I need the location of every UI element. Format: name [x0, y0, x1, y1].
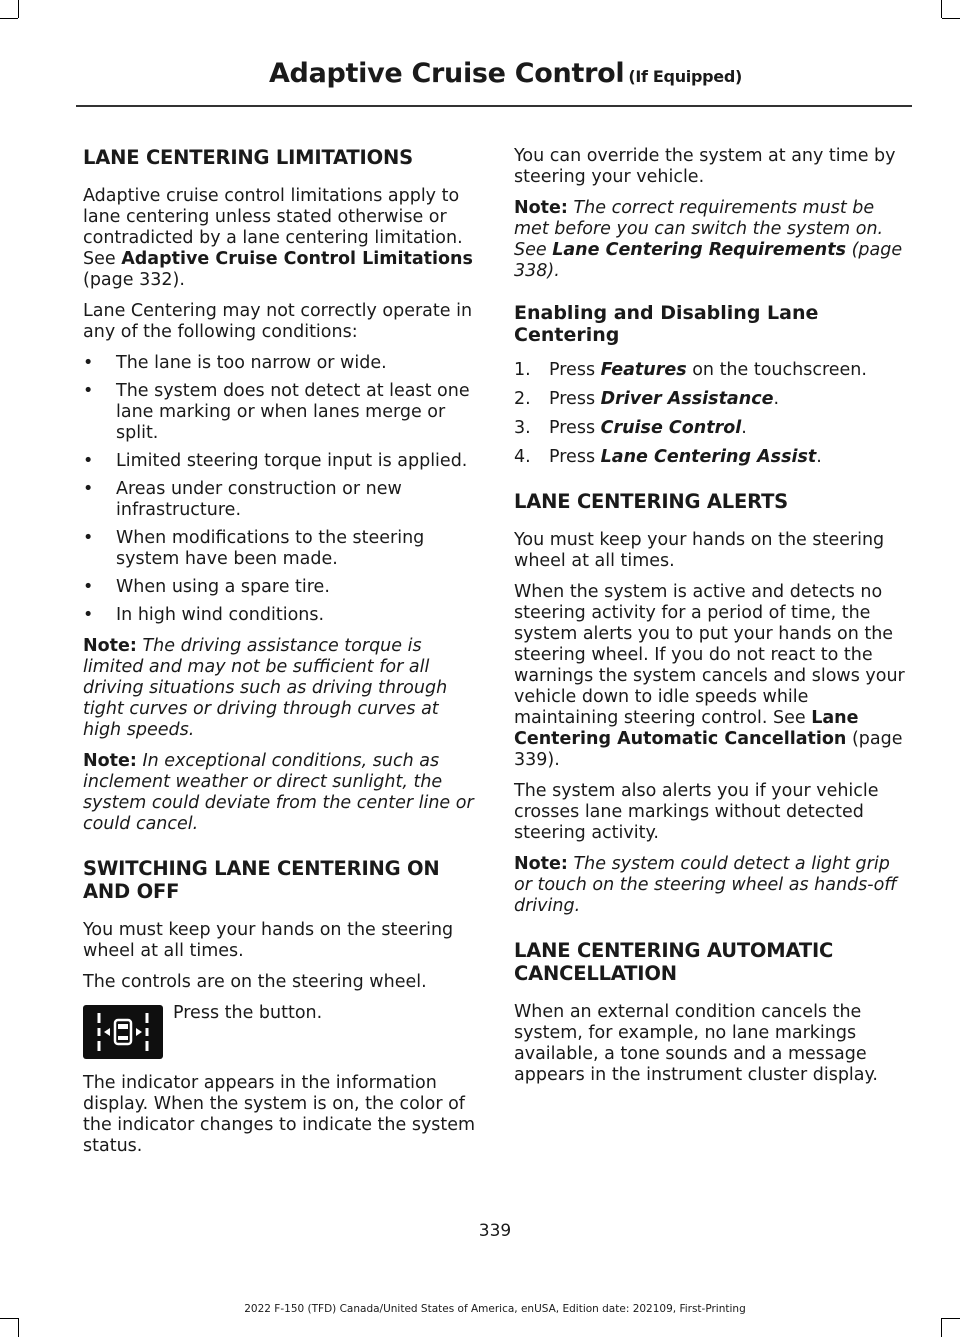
lane-centering-icon [83, 1005, 163, 1059]
heading-alerts: LANE CENTERING ALERTS [514, 490, 789, 513]
note-grip [514, 854, 910, 917]
page-number: 339 [478, 1221, 512, 1241]
list-item [514, 389, 910, 410]
list-item: • Areas under construction or new infrastructure. [83, 479, 479, 521]
hands-text: You must keep your hands on the steering wheel at all times. [83, 920, 454, 961]
heading-cancellation: LANE CENTERING AUTOMATIC CANCELLATION [514, 939, 834, 985]
note-text: The system could detect a light grip or touch on the steering wheel as hands-off driving. [514, 854, 897, 916]
controls-text: The controls are on the steering wheel. [83, 972, 427, 992]
menu-key: Lane Centering Assist [600, 447, 817, 467]
list-item: • When using a spare tire. [83, 577, 479, 598]
step-text: on the touchscreen. [686, 360, 867, 380]
heading-limitations: LANE CENTERING LIMITATIONS [83, 146, 413, 169]
step-text: Press [549, 360, 601, 380]
note-torque [83, 636, 479, 741]
header-divider [76, 105, 912, 107]
alerts-hands-text: You must keep your hands on the steering wheel at all times. [514, 530, 885, 571]
left-column [83, 146, 479, 1167]
page-title-main: Adaptive Cruise Control [268, 58, 625, 89]
press-button-text: Press the button. [173, 1003, 323, 1023]
step-number: 4. [514, 447, 531, 467]
note-text: The driving assistance torque is limited and may not be sufficient for all driving situations such as driving through tight curves or driving through curves at high speeds. [83, 636, 448, 740]
step-number: 3. [514, 418, 531, 438]
crop-mark [0, 18, 18, 19]
steps-list [514, 360, 910, 468]
page-ref: (page 332). [83, 270, 185, 290]
note-label: Note: [514, 198, 568, 218]
list-item: • In high wind conditions. [83, 605, 479, 626]
crop-mark [941, 1318, 942, 1337]
crop-mark [942, 1318, 960, 1319]
list-item: • Limited steering torque input is applied. [83, 451, 479, 472]
list-item [514, 447, 910, 468]
limitations-intro [83, 186, 479, 291]
note-label: Note: [83, 636, 137, 656]
step-text: . [816, 447, 822, 467]
crop-mark [942, 18, 960, 19]
page-ref: (page 339). [514, 729, 903, 770]
override-text: You can override the system at any time by steering your vehicle. [514, 146, 896, 187]
list-item: • When modifications to the steering system have been made. [83, 528, 479, 570]
text: When the system is active and detects no steering activity for a period of time, the system alerts you to put your hands on the steering wheel. If you do not react to the warnings the system cancels and slows your vehicle down to idle speeds while maintaining steering control. See [514, 582, 905, 728]
link-acc-limitations[interactable]: Adaptive Cruise Control Limitations [121, 249, 473, 269]
crop-mark [0, 1318, 18, 1319]
step-number: 1. [514, 360, 531, 380]
indicator-text: The indicator appears in the information display. When the system is on, the color of the indicator changes to indicate the system status. [83, 1073, 476, 1156]
page-title-sub: (If Equipped) [628, 67, 742, 86]
crop-mark [18, 0, 19, 18]
note-label: Note: [83, 751, 137, 771]
heading-enabling: Enabling and Disabling Lane Centering [514, 302, 819, 346]
right-column [514, 146, 910, 1096]
step-number: 2. [514, 389, 531, 409]
crop-mark [941, 0, 942, 18]
note-text: In exceptional conditions, such as inclement weather or direct sunlight, the system could deviate from the center line or could cancel. [83, 751, 474, 834]
list-item: • The system does not detect at least one lane marking or when lanes merge or split. [83, 381, 479, 444]
note-text: The correct requirements must be met before you can switch the system on. See [514, 198, 884, 260]
page-ref: (page 338). [514, 240, 903, 281]
link-lc-requirements[interactable]: Lane Centering Requirements [552, 240, 847, 260]
list-item [514, 418, 910, 439]
button-instruction [83, 1003, 479, 1059]
menu-key: Driver Assistance [600, 389, 774, 409]
note-conditions [83, 751, 479, 835]
page-title [269, 58, 742, 89]
link-lc-cancellation[interactable]: Lane Centering Automatic Cancellation [514, 708, 859, 749]
step-text: Press [549, 389, 601, 409]
step-text: . [741, 418, 747, 438]
conditions-list [83, 353, 479, 626]
crop-mark [18, 1318, 19, 1337]
alerts-crossing-text: The system also alerts you if your vehicle crosses lane markings without detected steering activity. [514, 781, 879, 843]
cancellation-text: When an external condition cancels the system, for example, no lane markings available, a tone sounds and a message appears in the instrument cluster display. [514, 1002, 878, 1085]
note-label: Note: [514, 854, 568, 874]
list-item: • The lane is too narrow or wide. [83, 353, 479, 374]
note-requirements [514, 198, 910, 282]
step-text: . [773, 389, 780, 409]
step-text: Press [549, 447, 601, 467]
footer-text: 2022 F-150 (TFD) Canada/United States of America, enUSA, Edition date: 202109, First-Printing [244, 1303, 746, 1315]
menu-key: Cruise Control [600, 418, 742, 438]
alerts-detail [514, 582, 910, 771]
text: Adaptive cruise control limitations apply to lane centering unless stated otherwise or contradicted by a lane centering limitation. See [83, 186, 463, 269]
menu-key: Features [600, 360, 687, 380]
list-item [514, 360, 910, 381]
heading-switching: SWITCHING LANE CENTERING ON AND OFF [83, 857, 440, 903]
step-text: Press [549, 418, 601, 438]
conditions-intro: Lane Centering may not correctly operate in any of the following conditions: [83, 301, 473, 342]
